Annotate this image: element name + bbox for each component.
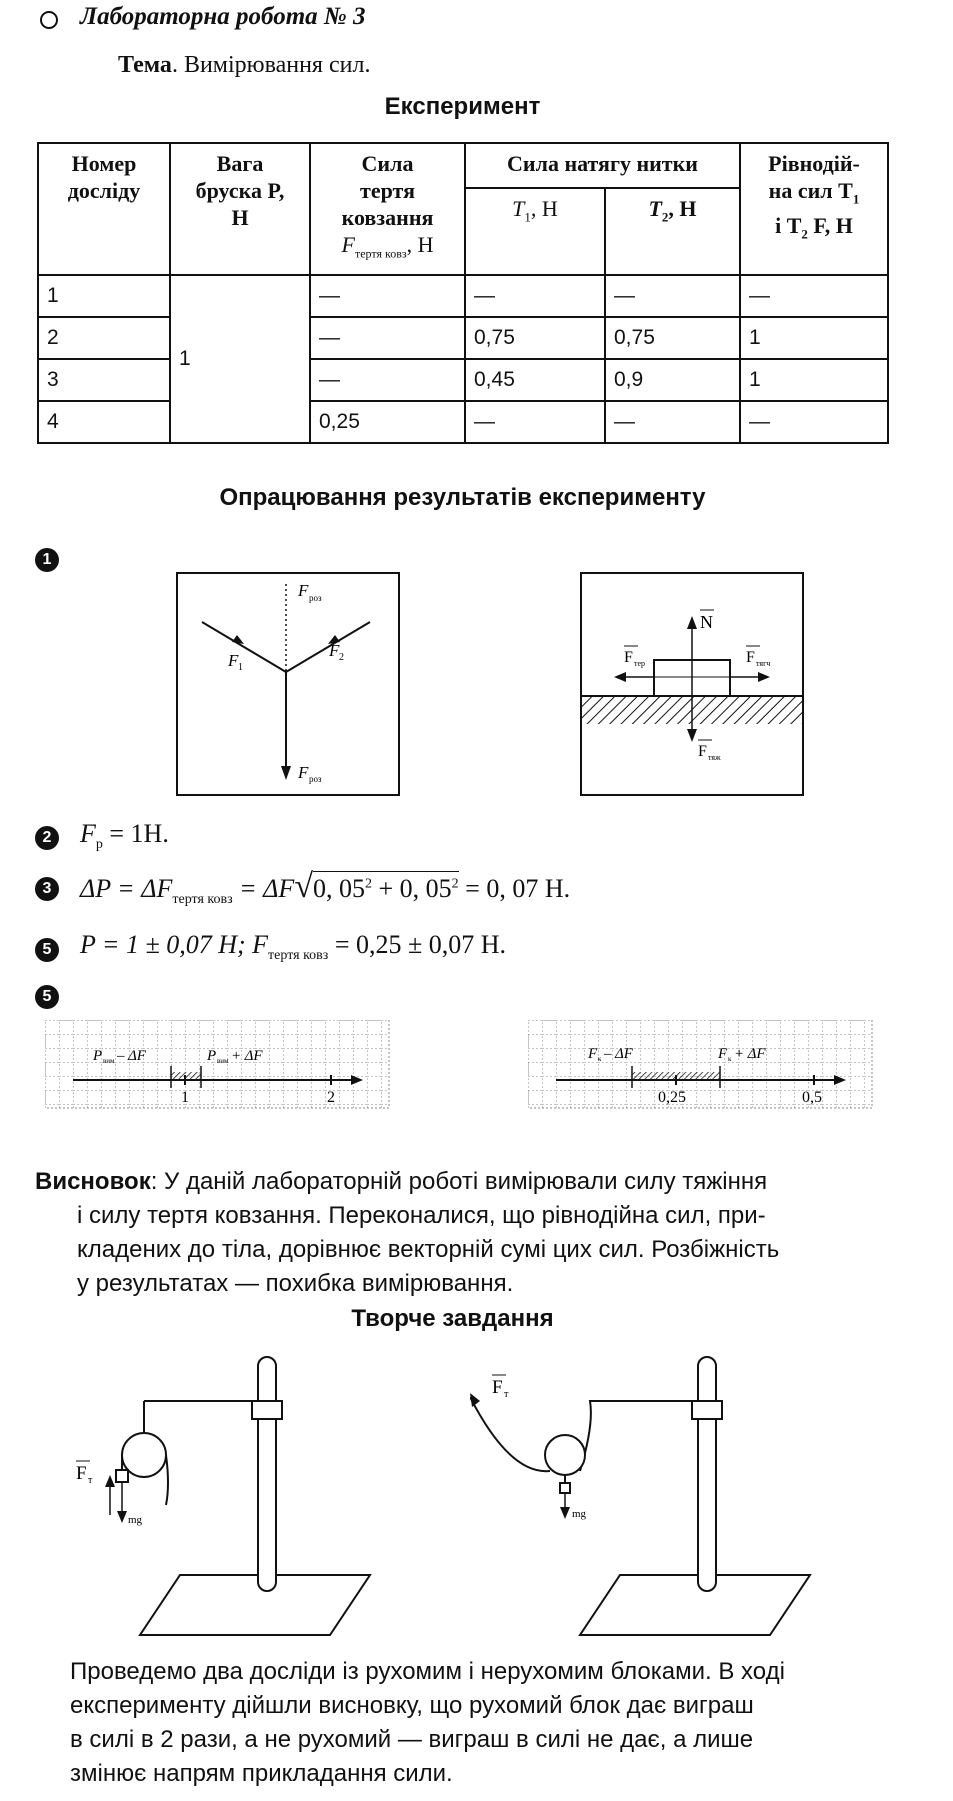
- cell-num: 2: [38, 317, 170, 359]
- movable-pulley-diagram: [470, 1345, 830, 1645]
- cell-res: —: [740, 401, 888, 443]
- formula-4: [80, 930, 506, 964]
- right-rope-right: [580, 1401, 692, 1471]
- header-t1-unit: , Н: [530, 195, 558, 221]
- header-weight-line2: бруска P,: [195, 178, 285, 203]
- scale2-right-label: F: [718, 1046, 728, 1062]
- formula-3: [80, 868, 570, 908]
- left-ft-arrowhead: [105, 1475, 115, 1487]
- creative-line-2: експерименту дійшли висновку, що рухомий блок дає виграш: [70, 1692, 754, 1719]
- header-res-sub1: 1: [852, 191, 860, 207]
- sqrt-icon: √: [294, 868, 313, 905]
- scale1-tick-label-1: 1: [181, 1089, 189, 1106]
- header-weight-line1: Вага: [216, 151, 264, 176]
- right-pulley: [545, 1435, 585, 1475]
- force-diagram-1: [176, 572, 400, 796]
- fig2-ftyazh-label: F: [698, 743, 707, 760]
- fixed-pulley-diagram: [70, 1345, 430, 1645]
- right-weight: [560, 1483, 570, 1493]
- header-t2-sub: 2: [661, 209, 669, 225]
- formula-2-rhs: = 1Н.: [102, 819, 169, 848]
- right-mg-label: mg: [572, 1508, 587, 1520]
- left-mg-arrowhead: [117, 1511, 127, 1523]
- formula-2-sub: р: [95, 837, 103, 853]
- header-weight: [170, 143, 310, 275]
- cell-t1: 0,45: [465, 359, 605, 401]
- conclusion-line-3: кладених до тіла, дорівнює векторній сумі цих сил. Розбіжність: [77, 1236, 780, 1263]
- formula-3-mid: = ΔF: [232, 874, 295, 903]
- fig2-n-arrowhead: [687, 616, 697, 629]
- item-1-badge: 1: [35, 548, 59, 572]
- header-friction-unit: , Н: [406, 232, 434, 257]
- creative-line-1: Проведемо два досліди із рухомим і нерухомим блоками. В ході: [70, 1658, 785, 1685]
- scale1-right-label: P: [207, 1048, 217, 1064]
- force-diagram-2: [580, 572, 804, 796]
- lab-title: Лабораторна робота № 3: [80, 3, 366, 30]
- fig1-froz-top-sub: роз: [309, 593, 322, 603]
- cell-t2: 0,75: [605, 317, 740, 359]
- cell-res: —: [740, 275, 888, 317]
- cell-num: 4: [38, 401, 170, 443]
- topic-label: Тема: [118, 52, 172, 78]
- left-stand-base: [140, 1575, 370, 1635]
- header-res-line3: і T: [775, 213, 802, 239]
- right-stand-base: [580, 1575, 810, 1635]
- header-tension-group: Сила натягу нитки: [465, 143, 740, 188]
- cell-res: 1: [740, 317, 888, 359]
- scale2-right-sub: к: [728, 1055, 732, 1063]
- fig1-f2-sub: 2: [339, 652, 344, 663]
- header-friction-line1: Сила: [361, 151, 414, 176]
- fig2-ftyag-label: F: [746, 649, 755, 666]
- scale1-left-op: – ΔF: [117, 1048, 146, 1064]
- scale1-left-sub: вим: [103, 1057, 115, 1065]
- table-row: [38, 359, 888, 401]
- formula-3-result: = 0, 07 Н.: [458, 874, 571, 903]
- experiment-table: [37, 142, 889, 444]
- table-row: [38, 401, 888, 443]
- item-4-badge: 5: [35, 938, 59, 962]
- fig2-fter-sub: тер: [634, 659, 646, 668]
- header-friction-sub: тертя ковз: [354, 246, 407, 261]
- header-t2: [605, 188, 740, 275]
- header-res-sub2: 2: [801, 226, 808, 242]
- formula-3-sub: тертя ковз: [172, 892, 233, 908]
- header-t2-symbol: T: [648, 195, 662, 221]
- fig2-gravity-arrowhead: [687, 729, 697, 742]
- table-row: [38, 317, 888, 359]
- processing-heading: Опрацювання результатів експерименту: [219, 484, 706, 511]
- formula-4-rest: = 0,25 ± 0,07 Н.: [328, 930, 507, 959]
- right-ft-label: F: [492, 1377, 503, 1398]
- formula-2: [80, 819, 169, 853]
- header-t2-unit: , Н: [668, 195, 697, 221]
- formula-3-exp2: 2: [451, 876, 459, 892]
- left-ft-label: F: [76, 1463, 87, 1484]
- formula-2-lhs: F: [80, 819, 96, 848]
- item-3-badge: 3: [35, 877, 59, 901]
- fig2-ftyazh-sub: тяж: [708, 753, 721, 762]
- left-mg-label: mg: [128, 1514, 143, 1526]
- scale1-right-op: + ΔF: [231, 1048, 263, 1064]
- cell-friction: —: [310, 359, 465, 401]
- right-ft-sub: т: [504, 1389, 509, 1400]
- left-ft-sub: т: [88, 1475, 93, 1486]
- scale1-left-label: P: [93, 1048, 103, 1064]
- bullet-circle-icon: [40, 11, 58, 29]
- creative-line-4: змінює напрям прикладання сили.: [70, 1760, 453, 1787]
- fig1-f1-line: [202, 622, 286, 672]
- conclusion-line-4: у результатах — похибка вимірювання.: [77, 1270, 514, 1297]
- formula-4-sub: тертя ковз: [268, 948, 329, 964]
- fig1-f1-arrowhead: [232, 635, 244, 644]
- item-2-badge: 2: [35, 826, 59, 850]
- conclusion-line-2: і силу тертя ковзання. Переконалися, що рівнодійна сил, при-: [77, 1202, 766, 1229]
- fig1-f1: F: [228, 651, 239, 670]
- fig1-f2-line: [286, 622, 370, 672]
- formula-3-radicand-group: [313, 871, 459, 903]
- scale1-right-sub: вим: [217, 1057, 229, 1065]
- header-res-line1: Рівнодій-: [768, 151, 860, 176]
- scale2-right-op: + ΔF: [734, 1046, 766, 1062]
- cell-t2: 0,9: [605, 359, 740, 401]
- fig2-n-label: N: [700, 612, 713, 632]
- header-weight-line3: Н: [231, 205, 249, 230]
- cell-num: 3: [38, 359, 170, 401]
- header-t1: [465, 188, 605, 275]
- scale1-tick-label-2: 2: [327, 1089, 335, 1106]
- header-t1-sub: 1: [524, 209, 531, 225]
- right-mg-arrowhead: [560, 1507, 570, 1519]
- fig2-friction-arrowhead: [614, 672, 626, 682]
- header-res-line2: на сил T: [768, 178, 853, 203]
- fig2-ftyag-sub: тягч: [756, 659, 771, 668]
- fig1-f2: F: [329, 641, 340, 660]
- measurement-scale-1: [45, 1020, 395, 1112]
- formula-3-exp1: 2: [364, 876, 372, 892]
- fig2-traction-arrowhead: [758, 672, 770, 682]
- fig1-froz-bottom-sub: роз: [309, 774, 322, 784]
- scale2-left-op: – ΔF: [604, 1046, 633, 1062]
- header-experiment-number: Номер досліду: [38, 143, 170, 275]
- header-t1-symbol: T: [512, 195, 525, 221]
- lab-topic: [118, 52, 370, 79]
- cell-friction: —: [310, 317, 465, 359]
- left-stand-rod: [258, 1357, 276, 1591]
- formula-3-plus: + 0, 05: [371, 874, 452, 903]
- creative-heading: Творче завдання: [351, 1305, 554, 1332]
- conclusion-label: Висновок: [35, 1168, 151, 1195]
- right-rope-left: [470, 1397, 550, 1471]
- measurement-scale-2: [528, 1020, 878, 1112]
- scale2-tick-label-2: 0,5: [802, 1089, 822, 1106]
- formula-3-lhs: ΔP = ΔF: [80, 874, 173, 903]
- topic-text: . Вимірювання сил.: [171, 52, 371, 78]
- cell-num: 1: [38, 275, 170, 317]
- header-friction-line2: тертя: [360, 178, 415, 203]
- cell-t2: —: [605, 401, 740, 443]
- item-5-badge: 5: [35, 985, 59, 1009]
- right-stand-rod: [698, 1357, 716, 1591]
- header-friction-symbol: F: [341, 232, 355, 257]
- fig1-froz-top: F: [298, 581, 309, 600]
- cell-friction: 0,25: [310, 401, 465, 443]
- header-resultant: [740, 143, 888, 275]
- left-clamp: [252, 1401, 282, 1419]
- cell-t1: 0,75: [465, 317, 605, 359]
- cell-res: 1: [740, 359, 888, 401]
- conclusion: [35, 1165, 895, 1301]
- left-rope-right: [166, 1455, 168, 1505]
- formula-4-main: P = 1 ± 0,07 Н; F: [80, 930, 269, 959]
- header-friction-force: [310, 143, 465, 275]
- fig1-resultant-arrowhead: [281, 766, 291, 780]
- right-clamp: [692, 1401, 722, 1419]
- formula-3-radicand: 0, 05: [312, 874, 365, 903]
- creative-line-3: в силі в 2 рази, а не рухомий — виграш в силі не дає, а лише: [70, 1726, 754, 1753]
- conclusion-line-1: [35, 1165, 895, 1199]
- scale2-left-label: F: [588, 1046, 598, 1062]
- header-friction-line3: ковзання: [341, 205, 434, 230]
- cell-t1: —: [465, 401, 605, 443]
- fig1-f1-sub: 1: [238, 662, 243, 673]
- experiment-heading: Експеримент: [384, 93, 541, 120]
- left-weight: [116, 1470, 128, 1482]
- table-row: [38, 275, 888, 317]
- scale2-left-sub: к: [598, 1055, 602, 1063]
- fig1-froz-bottom: F: [298, 763, 309, 782]
- cell-weight: 1: [170, 275, 310, 443]
- cell-t1: —: [465, 275, 605, 317]
- fig1-frame: [177, 573, 399, 795]
- header-res-line3b: F, Н: [807, 213, 853, 239]
- conclusion-text-1: : У даній лабораторній роботі вимірювали силу тяжіння: [150, 1168, 768, 1195]
- cell-t2: —: [605, 275, 740, 317]
- fig2-fter-label: F: [624, 649, 633, 666]
- scale2-tick-label-1: 0,25: [658, 1089, 686, 1106]
- creative-text: [70, 1655, 900, 1791]
- cell-friction: —: [310, 275, 465, 317]
